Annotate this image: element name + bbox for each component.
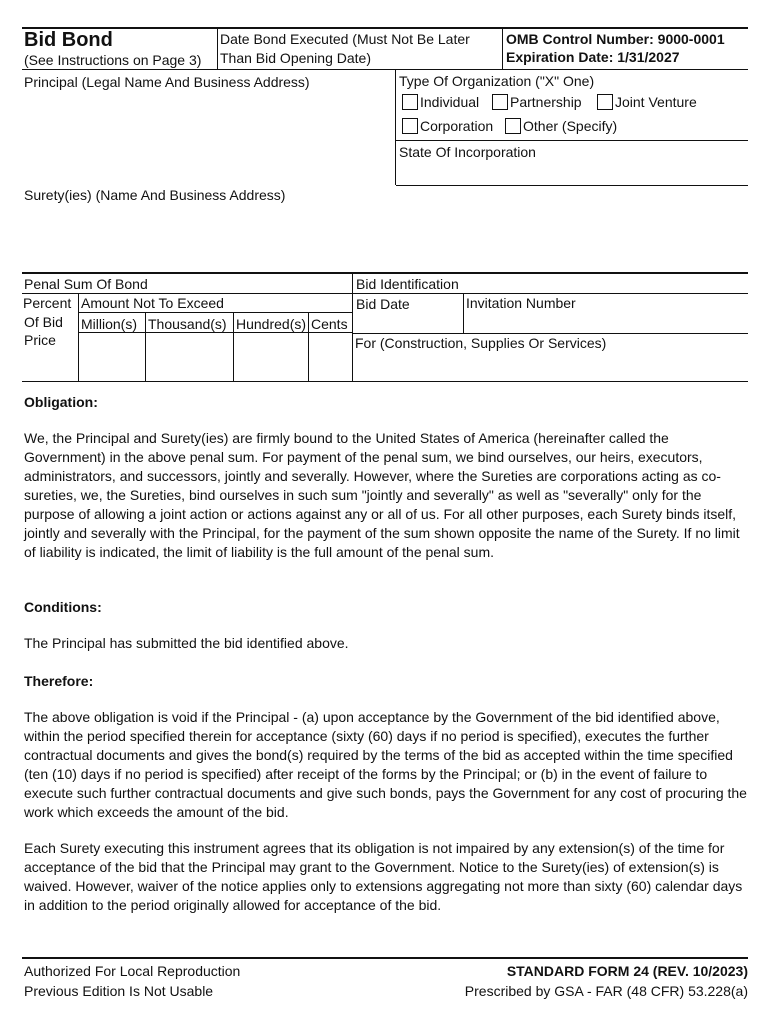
col-thousands: Thousand(s) (148, 316, 227, 332)
thousands-field[interactable] (147, 334, 232, 380)
checkbox-other[interactable] (505, 118, 521, 134)
conditions-text: The Principal has submitted the bid identified above. (24, 635, 349, 651)
option-partnership[interactable] (492, 94, 582, 110)
bid-divider (352, 273, 353, 382)
obligation-heading: Obligation: (24, 394, 98, 410)
surety-field[interactable] (24, 205, 748, 271)
state-incorporation-label: State Of Incorporation (399, 144, 536, 160)
option-corporation[interactable] (402, 118, 493, 134)
option-corporation-label: Corporation (420, 118, 494, 134)
date-executed-label: Date Bond Executed (Must Not Be Later (220, 31, 470, 47)
col-cents: Cents (311, 316, 348, 332)
omb-control-number: OMB Control Number: 9000-0001 (506, 31, 725, 47)
penal-title-rule (22, 293, 352, 294)
surety-label: Surety(ies) (Name And Business Address) (24, 187, 286, 203)
percent-divider (78, 294, 79, 382)
date-executed-label-line2: Than Bid Opening Date) (220, 50, 371, 66)
obligation-text: We, the Principal and Surety(ies) are firmly bound to the United States of America (hereinafter called the Government) in the above penal sum. For payment of the penal sum, we bind ourselves, our heirs, executors, administrators, and successors, jointly and severally. However, where the Sureties are corporations acting as co-sureties, we, the Sureties, bind ourselves in such sum "jointly and severally" as well as "severally" only for the purpose of allowing a joint action or actions against any or all of us. For all other purposes, each Surety binds itself, jointly and severally with the Principal, for the payment of the sum shown opposite the name of the Surety. If no limit of liability is indicated, the limit of liability is the full amount of the penal sum. (24, 430, 740, 560)
header-divider-1 (217, 28, 218, 69)
conditions-heading: Conditions: (24, 599, 102, 615)
bid-date-label: Bid Date (356, 296, 410, 312)
invitation-number-label: Invitation Number (466, 295, 576, 311)
amount-not-exceed-label: Amount Not To Exceed (81, 295, 224, 311)
column-header-rule (78, 332, 352, 333)
therefore-text: The above obligation is void if the Principal - (a) upon acceptance by the Government of the bid identified above, within the period specified therein for acceptance (sixty (60) days if no period is specified), executes the further contractual documents and gives the bond(s) required by the terms of the bid as accepted within the time specified (ten (10) days if no period is specified) after receipt of the forms by the Principal; or (b) in the event of failure to execute such further contractual documents and give such bonds, pays the Government for any cost of procuring the work which exceeds the amount of the bid. (24, 709, 747, 820)
instructions-note: (See Instructions on Page 3) (24, 52, 202, 68)
penal-bottom-rule (22, 381, 748, 382)
header-bottom-rule (22, 69, 748, 70)
checkbox-partnership[interactable] (492, 94, 508, 110)
for-services-field[interactable] (355, 353, 747, 380)
principal-field[interactable] (24, 92, 392, 184)
option-other[interactable] (505, 118, 617, 134)
prescribed-by: Prescribed by GSA - FAR (48 CFR) 53.228(a) (464, 983, 748, 999)
principal-bottom-rule (396, 185, 748, 186)
option-partnership-label: Partnership (510, 94, 582, 110)
state-incorporation-field[interactable] (399, 162, 747, 184)
expiration-date: Expiration Date: 1/31/2027 (506, 49, 680, 65)
org-divider (395, 70, 396, 185)
bid-date-field[interactable] (356, 314, 460, 332)
col-divider-3 (308, 313, 309, 382)
footer-authorized: Authorized For Local Reproduction (24, 963, 241, 979)
percent-label-line3: Price (24, 332, 56, 348)
header-divider-2 (502, 28, 503, 69)
col-divider-1 (145, 313, 146, 382)
col-divider-2 (233, 313, 234, 382)
option-individual[interactable] (402, 94, 479, 110)
extension-text: Each Surety executing this instrument agrees that its obligation is not impaired by any extension(s) of the time for acceptance of the bid that the Principal may grant to the Government. Notice to the Surety(ies) of extension(s) is waived. However, waiver of the notice applies only to extensions aggregating not more than sixty (60) calendar days in addition to the period originally allowed for acceptance of the bid. (24, 840, 743, 913)
bid-date-divider (463, 294, 464, 333)
checkbox-corporation[interactable] (402, 118, 418, 134)
top-rule (22, 27, 748, 29)
penal-sum-label: Penal Sum Of Bond (24, 276, 148, 292)
option-joint-venture-label: Joint Venture (615, 94, 697, 110)
col-millions: Million(s) (81, 316, 137, 332)
invitation-number-field[interactable] (466, 313, 747, 332)
therefore-heading: Therefore: (24, 673, 94, 689)
millions-field[interactable] (80, 334, 144, 380)
for-services-label: For (Construction, Supplies Or Services) (355, 335, 607, 351)
principal-label: Principal (Legal Name And Business Address) (24, 74, 310, 90)
col-hundreds: Hundred(s) (236, 316, 307, 332)
option-other-label: Other (Specify) (523, 118, 618, 134)
state-rule (396, 140, 748, 141)
percent-field[interactable] (23, 352, 77, 380)
penal-top-rule (22, 272, 748, 274)
footer-rule (22, 957, 748, 959)
date-executed-field[interactable] (400, 50, 500, 68)
amount-rule (78, 312, 352, 313)
bid-title-rule (352, 293, 748, 294)
bid-date-rule (352, 333, 748, 334)
percent-label-line2: Of Bid (24, 314, 63, 330)
form-title: Bid Bond (24, 29, 113, 51)
option-individual-label: Individual (420, 94, 480, 110)
cents-field[interactable] (310, 334, 351, 380)
percent-label: Percent (23, 295, 72, 311)
footer-previous-edition: Previous Edition Is Not Usable (24, 983, 214, 999)
checkbox-individual[interactable] (402, 94, 418, 110)
form-number: STANDARD FORM 24 (REV. 10/2023) (506, 963, 748, 979)
org-type-label: Type Of Organization ("X" One) (399, 73, 595, 89)
option-joint-venture[interactable] (597, 94, 697, 110)
checkbox-joint-venture[interactable] (597, 94, 613, 110)
bid-identification-label: Bid Identification (356, 276, 459, 292)
hundreds-field[interactable] (235, 334, 307, 380)
